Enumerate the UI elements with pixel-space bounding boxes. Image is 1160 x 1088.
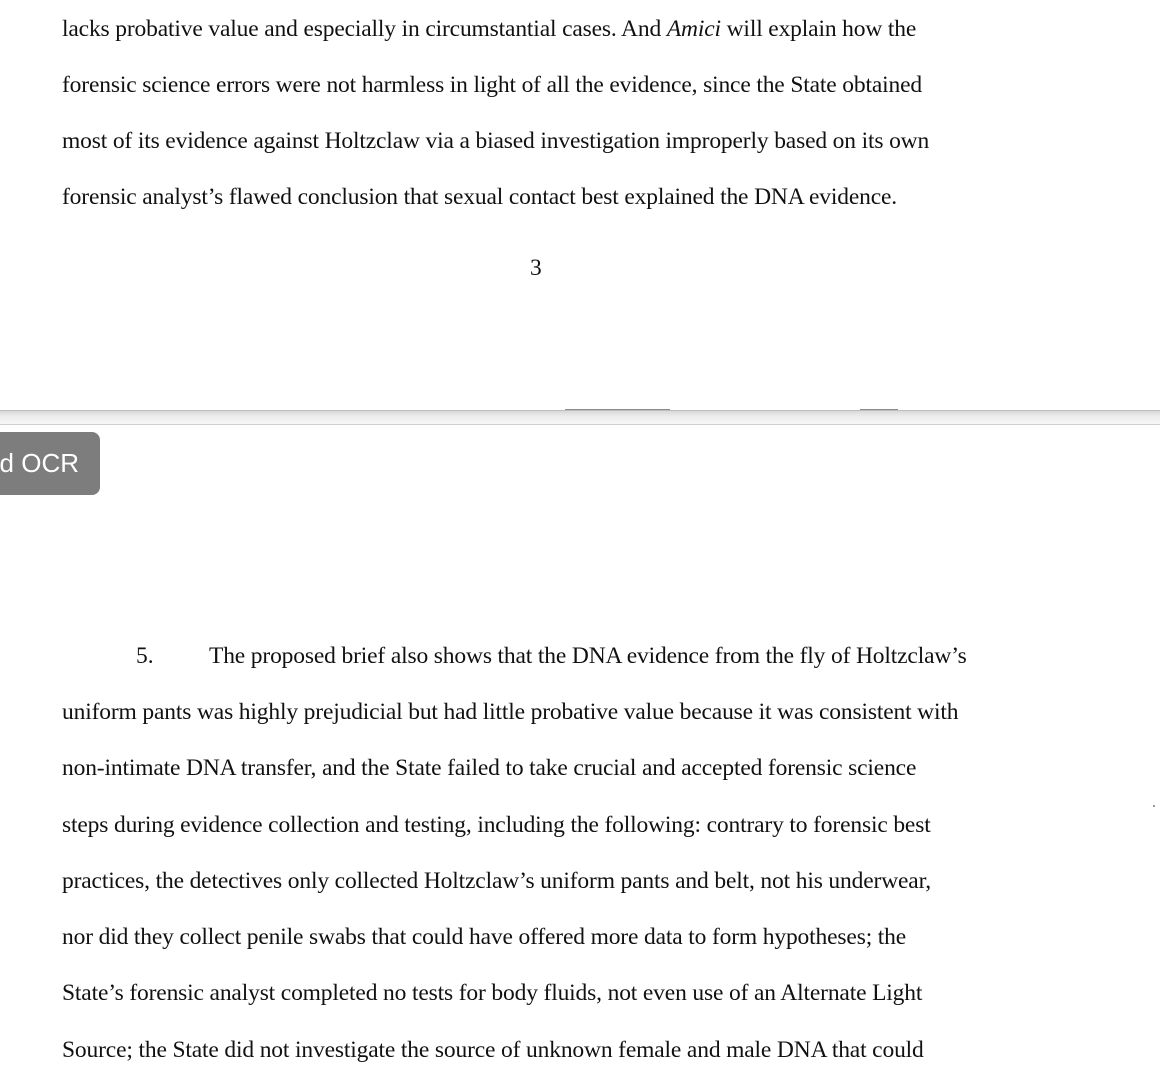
text-line: forensic science errors were not harmless in light of all the evidence, since the State obtained [62,72,923,98]
text-line: State’s forensic analyst completed no tests for body fluids, not even use of an Alternate Light [62,980,923,1006]
paragraph-number: 5. [136,643,154,669]
text-segment: will explain how the [720,16,917,42]
text-line: Source; the State did not investigate the source of unknown female and male DNA that could [62,1037,924,1063]
page-number: 3 [530,255,542,281]
document-page-top [0,0,1160,410]
text-line: practices, the detectives only collected Holtzclaw’s uniform pants and belt, not his underwear, [62,868,932,894]
scan-artifact [860,409,898,410]
scan-artifact [565,409,670,410]
page-separator [0,410,1160,425]
text-line: non-intimate DNA transfer, and the State failed to take crucial and accepted forensic science [62,755,917,781]
text-line: most of its evidence against Holtzclaw via a biased investigation improperly based on its own [62,128,930,154]
text-line: nor did they collect penile swabs that could have offered more data to form hypotheses; the [62,924,907,950]
ocr-button[interactable]: d OCR [0,432,100,495]
text-line [62,15,916,43]
italic-text: Amici [666,16,721,42]
paragraph-first-line: The proposed brief also shows that the DNA evidence from the fly of Holtzclaw’s [209,643,967,669]
text-line: steps during evidence collection and testing, including the following: contrary to forensic best [62,812,931,838]
text-segment: lacks probative value and especially in circumstantial cases. And [62,16,667,42]
scan-speck [1153,805,1155,807]
text-line: uniform pants was highly prejudicial but had little probative value because it was consistent with [62,699,959,725]
text-line: forensic analyst’s flawed conclusion that sexual contact best explained the DNA evidence. [62,184,897,210]
